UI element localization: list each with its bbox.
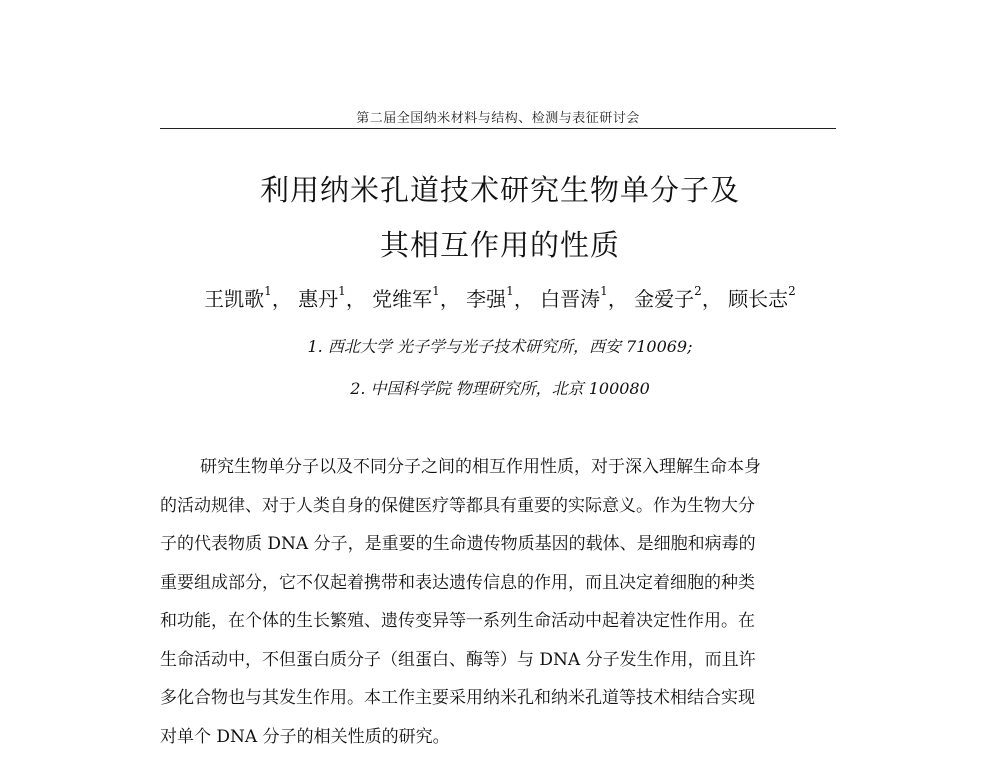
- author-affiliation-mark: 1: [432, 284, 440, 299]
- author-name: 金爱子: [634, 287, 695, 311]
- abstract-line: 对单个 DNA 分子的相关性质的研究。: [160, 726, 450, 747]
- author-separator: ，: [439, 287, 460, 311]
- abstract-line: 的活动规律、对于人类自身的保健医疗等都具有重要的实际意义。作为生物大分: [160, 495, 755, 516]
- paper-title-line-2: 其相互作用的性质: [379, 228, 620, 262]
- author-affiliation-mark: 1: [600, 284, 608, 299]
- abstract-line: 多化合物也与其发生作用。本工作主要采用纳米孔和纳米孔道等技术相结合实现: [160, 688, 755, 708]
- header-rule: [160, 128, 836, 129]
- author-separator: ，: [271, 287, 292, 311]
- author-separator: ，: [607, 287, 628, 311]
- author-separator: ，: [513, 287, 534, 311]
- author-affiliation-mark: 1: [264, 284, 272, 299]
- abstract-paragraph: [160, 448, 836, 756]
- author-name: 顾长志: [728, 287, 789, 311]
- abstract-line: 研究生物单分子以及不同分子之间的相互作用性质，对于深入理解生命本身: [200, 457, 761, 477]
- author-affiliation-mark: 1: [506, 284, 514, 299]
- affiliation-2: 2. 中国科学院 物理研究所，北京 100080: [350, 379, 650, 398]
- running-header: 第二届全国纳米材料与结构、检测与表征研讨会: [356, 111, 640, 126]
- abstract-line: 子的代表物质 DNA 分子，是重要的生命遗传物质基因的载体、是细胞和病毒的: [160, 534, 756, 554]
- author-name: 王凯歌: [204, 287, 265, 311]
- abstract-line: 重要组成部分，它不仅起着携带和表达遗传信息的作用，而且决定着细胞的种类: [160, 572, 755, 593]
- paper-title-line-1: 利用纳米孔道技术研究生物单分子及: [259, 173, 740, 207]
- author-name: 李强: [466, 287, 507, 311]
- author-name: 白晋涛: [540, 287, 601, 311]
- author-separator: ，: [701, 287, 722, 311]
- author-list: [0, 283, 1000, 312]
- author-name: 党维军: [372, 287, 433, 311]
- author-separator: ，: [345, 287, 366, 311]
- author-affiliation-mark: 2: [694, 284, 702, 299]
- abstract-line: 和功能，在个体的生长繁殖、遗传变异等一系列生命活动中起着决定性作用。在: [160, 611, 755, 631]
- abstract-line: 生命活动中，不但蛋白质分子（组蛋白、酶等）与 DNA 分子发生作用，而且许: [160, 649, 756, 670]
- author-name: 惠丹: [298, 287, 339, 311]
- author-affiliation-mark: 1: [338, 284, 346, 299]
- author-affiliation-mark: 2: [788, 284, 796, 299]
- affiliation-1: 1. 西北大学 光子学与光子技术研究所，西安 710069;: [307, 337, 693, 356]
